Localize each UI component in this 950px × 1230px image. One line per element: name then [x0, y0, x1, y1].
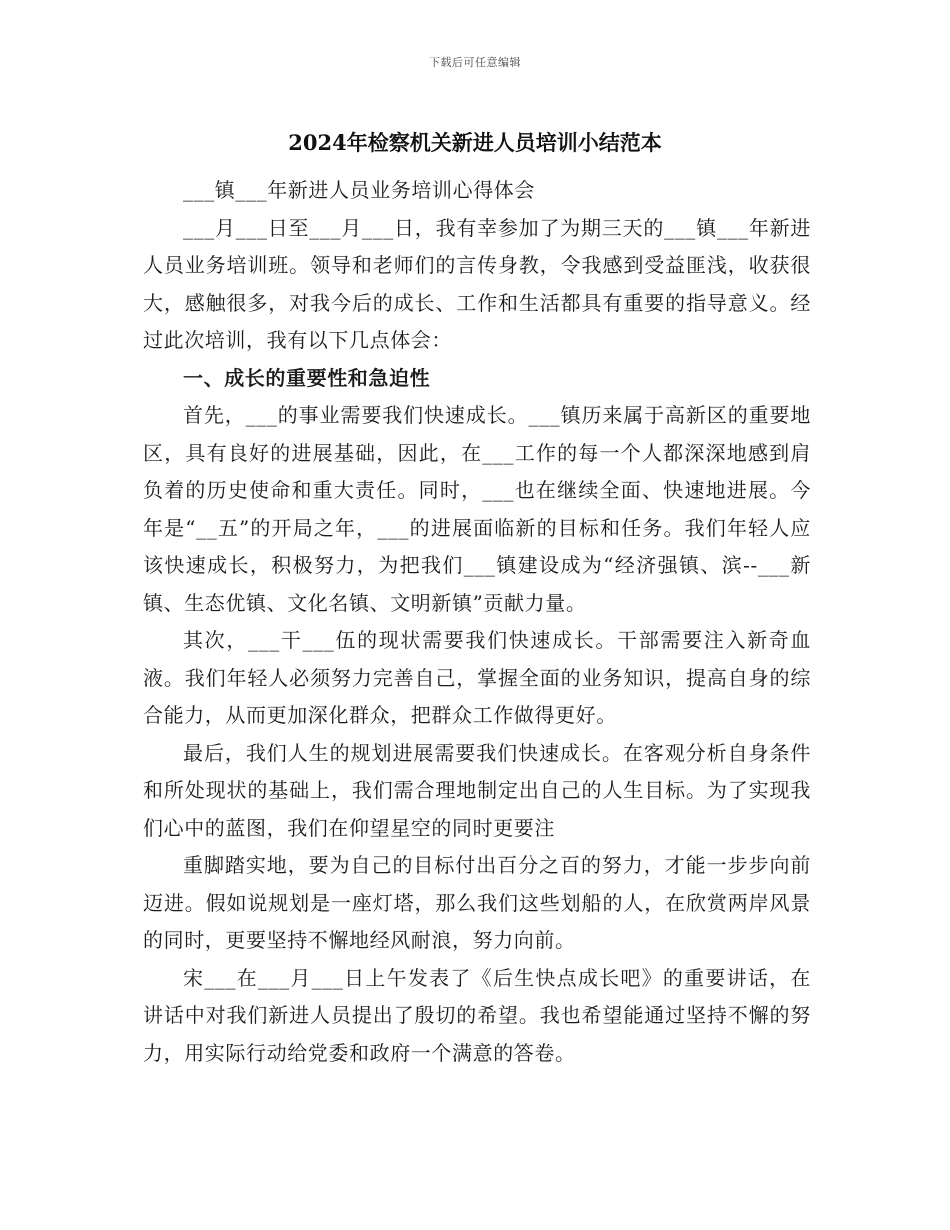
section-heading: 一、成长的重要性和急迫性 — [183, 365, 431, 390]
body-paragraph: 宋___在___月___日上午发表了《后生快点成长吧》的重要讲话，在讲话中对我们新进人员提出了殷切的希望。我也希望能通过坚持不懈的努力，用实际行动给党委和政府一个满意的答卷。 — [143, 965, 811, 1065]
body-paragraph: 其次，___干___伍的现状需要我们快速成长。干部需要注入新奇血液。我们年轻人必须努力完善自己，掌握全面的业务知识，提高自身的综合能力，从而更加深化群众，把群众工作做得更好。 — [143, 628, 811, 727]
body-paragraph: 重脚踏实地，要为自己的目标付出百分之百的努力，才能一步步向前迈进。假如说规划是一座灯塔，那么我们这些划船的人，在欣赏两岸风景的同时，更要坚持不懈地经风耐浪，努力向前。 — [143, 853, 811, 952]
subtitle-paragraph: ___镇___年新进人员业务培训心得体会 — [183, 178, 535, 202]
body-paragraph: 最后，我们人生的规划进展需要我们快速成长。在客观分析自身条件和所处现状的基础上，我们需合理地制定出自己的人生目标。为了实现我们心中的蓝图，我们在仰望星空的同时更要注 — [143, 740, 811, 840]
header-note: 下载后可任意编辑 — [429, 56, 521, 69]
body-paragraph: ___月___日至___月___日，我有幸参加了为期三天的___镇___年新进人员业务培训班。领导和老师们的言传身教，令我感到受益匪浅，收获很大，感触很多，对我今后的成长、工作和生活都具有重要的指导意义。经过此次培训，我有以下几点体会： — [143, 215, 811, 352]
document-body — [143, 172, 811, 1072]
document-title: 2024年检察机关新进人员培训小结范本 — [288, 130, 662, 155]
body-paragraph: 首先，___的事业需要我们快速成长。___镇历来属于高新区的重要地区，具有良好的进展基础，因此，在___工作的每一个人都深深地感到肩负着的历史使命和重大责任。同时，___也在继续全面、快速地进展。今年是“__五”的开局之年，___的进展面临新的目标和任务。我们年轻人应该快速成长，积极努力，为把我们___镇建设成为“经济强镇、滨--___新镇、生态优镇、文化名镇、文明新镇”贡献力量。 — [143, 403, 811, 615]
